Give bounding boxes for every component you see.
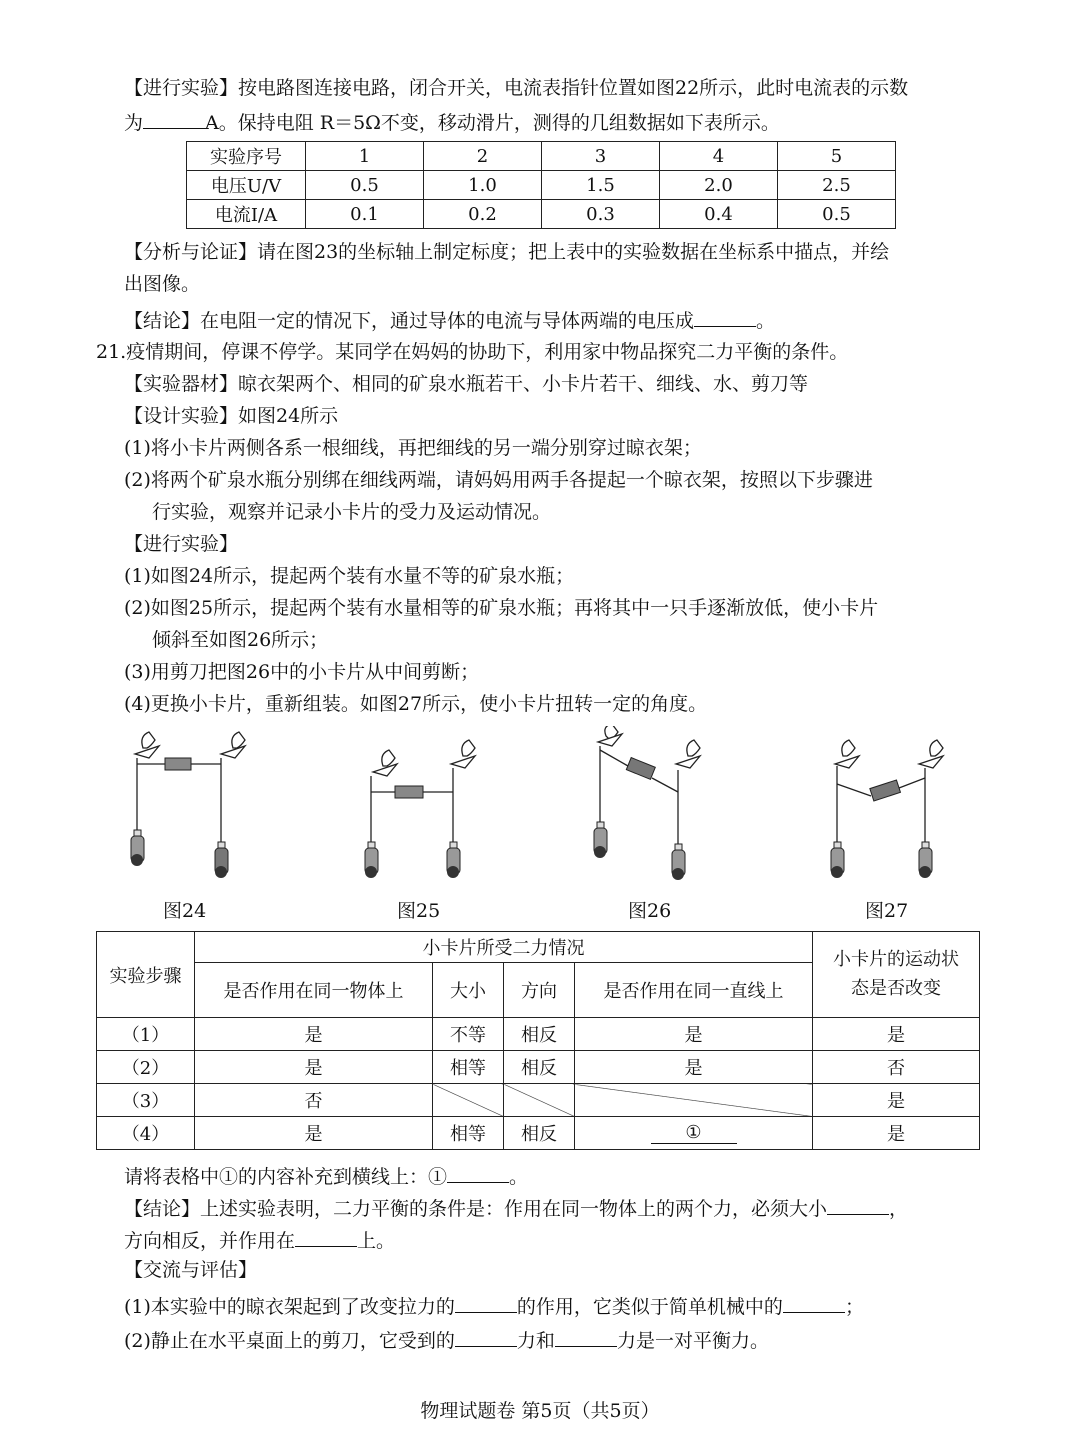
table-header-row — [97, 932, 980, 963]
step-2b: 倾斜至如图26所示； — [152, 629, 329, 651]
table-cell-struck — [433, 1084, 504, 1117]
table-cell: 否 — [813, 1051, 980, 1084]
text: 方向相反，并作用在 — [124, 1229, 296, 1252]
table-cell: 3 — [542, 142, 660, 171]
page-footer: 物理试题卷 第5页（共5页） — [420, 1400, 660, 1422]
table-cell: 是 — [575, 1051, 813, 1084]
table-cell: 0.5 — [778, 200, 896, 229]
design-step-2a: (2)将两个矿泉水瓶分别绑在细线两端，请妈妈用两手各提起一个晾衣架，按照以下步骤进 — [124, 469, 873, 491]
answer-blank-1[interactable]: ① — [651, 1122, 737, 1144]
table-cell: 是 — [195, 1117, 433, 1150]
experiment-text-line2 — [124, 108, 780, 136]
table-row — [97, 1084, 980, 1117]
subheader-direction: 方向 — [504, 963, 575, 1018]
table-cell: 是 — [813, 1117, 980, 1150]
text: 。 — [756, 309, 776, 332]
table-cell: 2 — [424, 142, 542, 171]
text: 力是一对平衡力。 — [616, 1329, 769, 1352]
step-2a: (2)如图25所示，提起两个装有水量相等的矿泉水瓶；再将其中一只手逐渐放低，使小卡片 — [124, 597, 879, 619]
table-cell: 电流I/A — [187, 200, 306, 229]
answer-blank-proportion[interactable] — [694, 306, 756, 327]
table-row — [187, 171, 896, 200]
answer-blank-role[interactable] — [455, 1292, 517, 1313]
text: A。保持电阻 R＝5Ω不变，移动滑片，测得的几组数据如下表所示。 — [205, 111, 780, 134]
text: 态是否改变 — [851, 977, 941, 999]
text: 力和 — [516, 1329, 555, 1352]
table-cell: 1 — [306, 142, 424, 171]
table-cell: 是 — [195, 1018, 433, 1051]
table-row — [97, 1117, 980, 1150]
text: 的作用，它类似于简单机械中的 — [516, 1295, 783, 1318]
answer-blank-fill[interactable] — [447, 1162, 509, 1183]
table-cell: 0.5 — [306, 171, 424, 200]
exchange-2 — [124, 1326, 769, 1354]
table-cell: 2.0 — [660, 171, 778, 200]
answer-blank-magnitude[interactable] — [827, 1194, 889, 1215]
header-motion — [813, 932, 980, 1018]
table-row — [97, 1051, 980, 1084]
conclusion-line — [124, 306, 775, 334]
header-step: 实验步骤 — [97, 932, 195, 1018]
equipment-line: 【实验器材】晾衣架两个、相同的矿泉水瓶若干、小卡片若干、细线、水、剪刀等 — [124, 373, 809, 395]
figure-26 — [590, 726, 715, 886]
design-step-1: (1)将小卡片两侧各系一根细线，再把细线的另一端分别穿过晾衣架； — [124, 437, 702, 459]
step-3: (3)用剪刀把图26中的小卡片从中间剪断； — [124, 661, 480, 683]
figure-27-caption: 图27 — [865, 900, 909, 922]
table-cell: 是 — [813, 1018, 980, 1051]
table-cell: 相反 — [504, 1117, 575, 1150]
table-cell: 是 — [575, 1018, 813, 1051]
table-cell — [575, 1117, 813, 1150]
design-line: 【设计实验】如图24所示 — [124, 405, 339, 427]
table-cell: 0.4 — [660, 200, 778, 229]
figure-27 — [825, 726, 950, 886]
table-cell: 2.5 — [778, 171, 896, 200]
text: 。 — [509, 1165, 529, 1188]
text: 【结论】在电阻一定的情况下，通过导体的电流与导体两端的电压成 — [124, 309, 695, 332]
table-cell: 相等 — [433, 1117, 504, 1150]
experiment-text-line1: 【进行实验】按电路图连接电路，闭合开关，电流表指针位置如图22所示，此时电流表的示数 — [124, 77, 909, 99]
table-cell: （1） — [97, 1018, 195, 1051]
table-cell-struck — [504, 1084, 575, 1117]
figure-25-caption: 图25 — [397, 900, 441, 922]
text: 为 — [124, 111, 144, 134]
answer-blank-machine[interactable] — [783, 1292, 845, 1313]
question-21-intro — [96, 340, 848, 365]
answer-blank-force-1[interactable] — [455, 1326, 517, 1347]
table-cell: 是 — [813, 1084, 980, 1117]
conclusion-line-2 — [124, 1226, 395, 1254]
text: (2)静止在水平桌面上的剪刀，它受到的 — [124, 1329, 455, 1352]
table-cell: 相等 — [433, 1051, 504, 1084]
table-cell: 1.0 — [424, 171, 542, 200]
proceed-line: 【进行实验】 — [124, 533, 239, 555]
analysis-line2: 出图像。 — [124, 273, 201, 295]
table-cell: 相反 — [504, 1018, 575, 1051]
table-cell: 电压U/V — [187, 171, 306, 200]
fill-prompt — [124, 1162, 528, 1190]
table-row — [187, 142, 896, 171]
answer-blank-line[interactable] — [295, 1226, 357, 1247]
table-cell: （4） — [97, 1117, 195, 1150]
table-cell: 4 — [660, 142, 778, 171]
table-cell: 相反 — [504, 1051, 575, 1084]
figure-24 — [125, 726, 250, 886]
table-row — [97, 1018, 980, 1051]
text: 小卡片的运动状 — [833, 948, 959, 970]
question-number: 21. — [96, 341, 127, 363]
table-cell: 1.5 — [542, 171, 660, 200]
table-cell: 5 — [778, 142, 896, 171]
answer-blank-force-2[interactable] — [555, 1326, 617, 1347]
subheader-magnitude: 大小 — [433, 963, 504, 1018]
table-cell: 0.3 — [542, 200, 660, 229]
subheader-same-line: 是否作用在同一直线上 — [575, 963, 813, 1018]
table-cell: 0.2 — [424, 200, 542, 229]
conclusion-line-1 — [124, 1194, 908, 1222]
analysis-line1: 【分析与论证】请在图23的坐标轴上制定标度；把上表中的实验数据在坐标系中描点，并绘 — [124, 241, 890, 263]
subheader-same-object: 是否作用在同一物体上 — [195, 963, 433, 1018]
table-cell: 0.1 — [306, 200, 424, 229]
two-force-balance-table — [96, 931, 980, 1150]
table-cell-struck — [575, 1084, 813, 1117]
text: (1)本实验中的晾衣架起到了改变拉力的 — [124, 1295, 455, 1318]
text: 上。 — [357, 1229, 396, 1252]
step-1: (1)如图24所示，提起两个装有水量不等的矿泉水瓶； — [124, 565, 575, 587]
table-cell: （2） — [97, 1051, 195, 1084]
table-cell: （3） — [97, 1084, 195, 1117]
step-4: (4)更换小卡片，重新组装。如图27所示，使小卡片扭转一定的角度。 — [124, 693, 708, 715]
figure-26-caption: 图26 — [628, 900, 672, 922]
table-cell: 不等 — [433, 1018, 504, 1051]
figure-24-caption: 图24 — [163, 900, 207, 922]
exchange-heading: 【交流与评估】 — [124, 1259, 258, 1281]
text: 【结论】上述实验表明，二力平衡的条件是：作用在同一物体上的两个力，必须大小 — [124, 1197, 828, 1220]
design-step-2b: 行实验，观察并记录小卡片的受力及运动情况。 — [152, 501, 552, 523]
text: 疫情期间，停课不停学。某同学在妈妈的协助下，利用家中物品探究二力平衡的条件。 — [126, 341, 849, 363]
figure-25 — [355, 726, 480, 886]
data-table-voltage-current — [186, 141, 896, 229]
text: ； — [844, 1295, 864, 1318]
table-cell: 是 — [195, 1051, 433, 1084]
header-forces: 小卡片所受二力情况 — [195, 932, 813, 963]
table-cell: 实验序号 — [187, 142, 306, 171]
table-cell: 否 — [195, 1084, 433, 1117]
exchange-1 — [124, 1292, 864, 1320]
text: ， — [889, 1197, 909, 1220]
text: 请将表格中①的内容补充到横线上：① — [124, 1165, 448, 1188]
answer-blank-current[interactable] — [143, 108, 205, 129]
table-row — [187, 200, 896, 229]
